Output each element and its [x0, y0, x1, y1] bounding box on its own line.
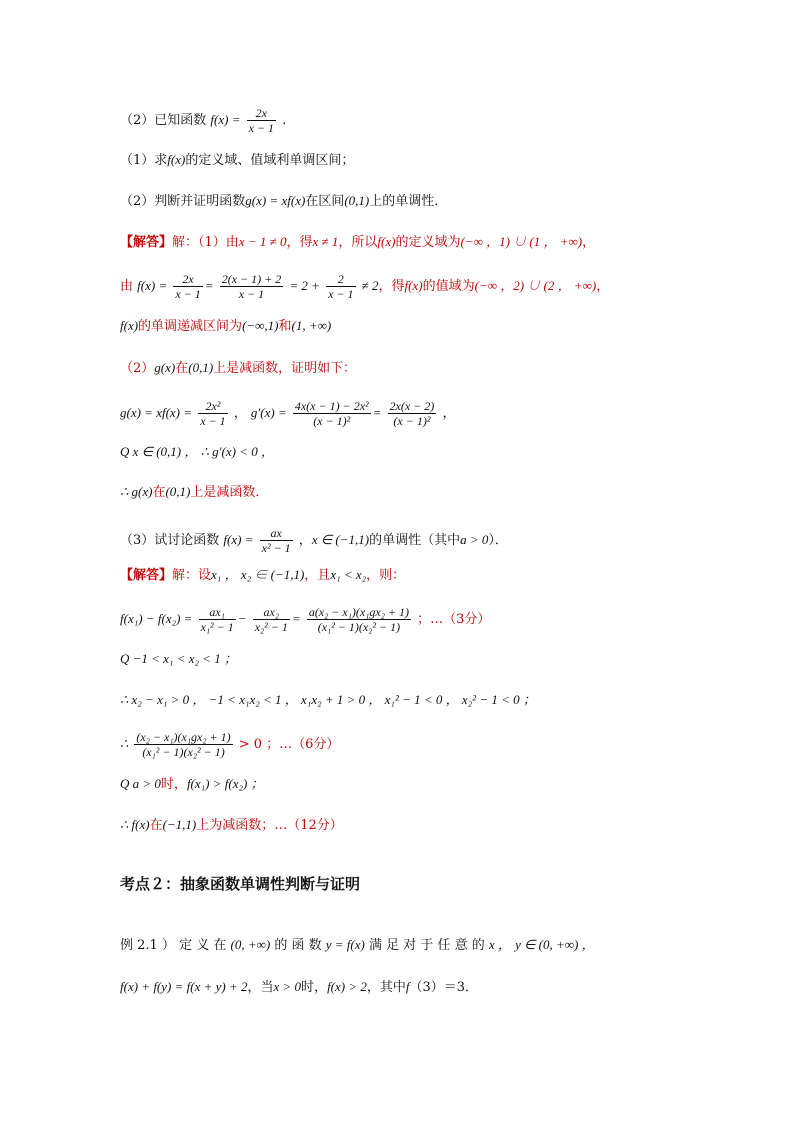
- range-condition-line: Q −1 < x₁ < x₂ < 1 ；: [120, 651, 238, 666]
- fraction: $\frac{ax}{\text{x² − 1}}$: [261, 526, 291, 555]
- range-line: 由 f(x) = $\frac{2x}{x - 1}$ = $\frac{2(x - 1) + 2}{x - 1}$ = 2 + $\frac{2}{x - 1}$ ≠ 2，得f(x)的值域为(−∞ ，2) ∪ (2 ， +∞)，: [120, 272, 610, 301]
- comparison-line: Q a > 0时，f(x₁) > f(x₂) ；: [120, 776, 264, 792]
- section-heading: 考点２：抽象函数单调性判断与证明: [120, 875, 361, 893]
- fraction: $\frac{\text{ax₁}}{\text{x₁² − 1}}$: [200, 605, 234, 634]
- derivative-line: g(x) = xf(x) = $\frac{\text{2x²}}{x - 1}$ ， g′(x) = $\frac{\text{4x(x − 1) − 2x²}}{\text{(x − 1)²}}$ = $\frac{2x(x - 2)}{\text{(x − 1)²}}$ ，: [120, 399, 456, 428]
- fraction: $\frac{2x}{x - 1}$: [175, 272, 201, 301]
- answer-1-line: 【解答】解：（1）由x − 1 ≠ 0，得x ≠ 1，所以f(x)的定义域为(−∞ ，1) ∪ (1 ， +∞)，: [120, 234, 596, 250]
- problem-2: （2）已知函数 f(x) = $\frac{2x}{x - 1}$ .: [120, 106, 287, 135]
- final-conclusion-line: ∴ f(x)在(−1,1)上为减函数；…（12分）: [120, 817, 343, 833]
- question-2: （2）判断并证明函数g(x) = xf(x)在区间(0,1)上的单调性．: [120, 193, 448, 209]
- inequalities-line: ∴ x₂ − x₁ > 0 ， −1 < x₁x₂ < 1 ， x₁x₂ + 1 > 0 ， x₁² − 1 < 0 ， x₂² − 1 < 0 ；: [120, 692, 536, 707]
- question-1: （1）求f(x)的定义域、值域利单调区间；: [120, 152, 355, 168]
- difference-line: f(x₁) − f(x₂) = $\frac{\text{ax₁}}{\text{x₁² − 1}}$ − $\frac{\text{ax₂}}{\text{x₂² − 1}}$ = $\frac{\text{a(x₂ − x₁)(x₁gx₂ + 1)}}{\text{(x₁² − 1)(x₂² − 1)}}$ ；…（3分）: [120, 605, 491, 634]
- example-line-1: 例 2.1 ） 定 义 在 (0, +∞) 的 函 数 y = f(x) 满 足 对 于 任 意 的 x ， y ∈ (0, +∞) ，: [120, 937, 595, 953]
- fraction: $\frac{2(x - 1) + 2}{x - 1}$: [221, 272, 282, 301]
- conclusion-line: ∴ g(x)在(0,1)上是减函数．: [120, 484, 269, 500]
- fraction: $\frac{\text{4x(x − 1) − 2x²}}{\text{(x − 1)²}}$: [294, 399, 369, 428]
- problem-3: （3）试讨论函数 f(x) = $\frac{ax}{\text{x² − 1}}$ ，x ∈ (−1,1)的单调性（其中a > 0）．: [120, 526, 508, 555]
- fraction: $\frac{2x(x - 2)}{\text{(x − 1)²}}$: [389, 399, 435, 428]
- fraction: $\frac{\text{2x²}}{x - 1}$: [200, 399, 226, 428]
- fraction: $\frac{\text{a(x₂ − x₁)(x₁gx₂ + 1)}}{\text{(x₁² − 1)(x₂² − 1)}}$: [308, 605, 409, 634]
- fraction: $\frac{2x}{x - 1}$: [248, 106, 275, 135]
- answer-2-heading: （2）g(x)在(0,1)上是减函数，证明如下：: [120, 360, 357, 376]
- fraction: $\frac{2}{x - 1}$: [328, 272, 354, 301]
- answer-3-line: 【解答】解：设x₁ ， x₂ ∈ (−1,1)，且x₁ < x₂，则：: [120, 567, 406, 583]
- example-line-2: f(x) + f(y) = f(x + y) + 2，当x > 0时，f(x) > 2，其中f（3）＝3．: [120, 979, 479, 995]
- fraction: $\frac{\text{ax₂}}{\text{x₂² − 1}}$: [254, 605, 288, 634]
- decreasing-interval-line: f(x)的单调递减区间为(−∞,1)和(1, +∞): [120, 318, 332, 334]
- since-line: Q x ∈ (0,1) ， ∴ g′(x) < 0 ，: [120, 444, 274, 459]
- fraction: $\frac{\text{(x₂ − x₁)(x₁gx₂ + 1)}}{\text{(x₁² − 1)(x₂² − 1)}}$: [136, 730, 231, 759]
- positive-fraction-line: ∴ $\frac{\text{(x₂ − x₁)(x₁gx₂ + 1)}}{\text{(x₁² − 1)(x₂² − 1)}}$ > 0 ；…（6分）: [120, 730, 340, 759]
